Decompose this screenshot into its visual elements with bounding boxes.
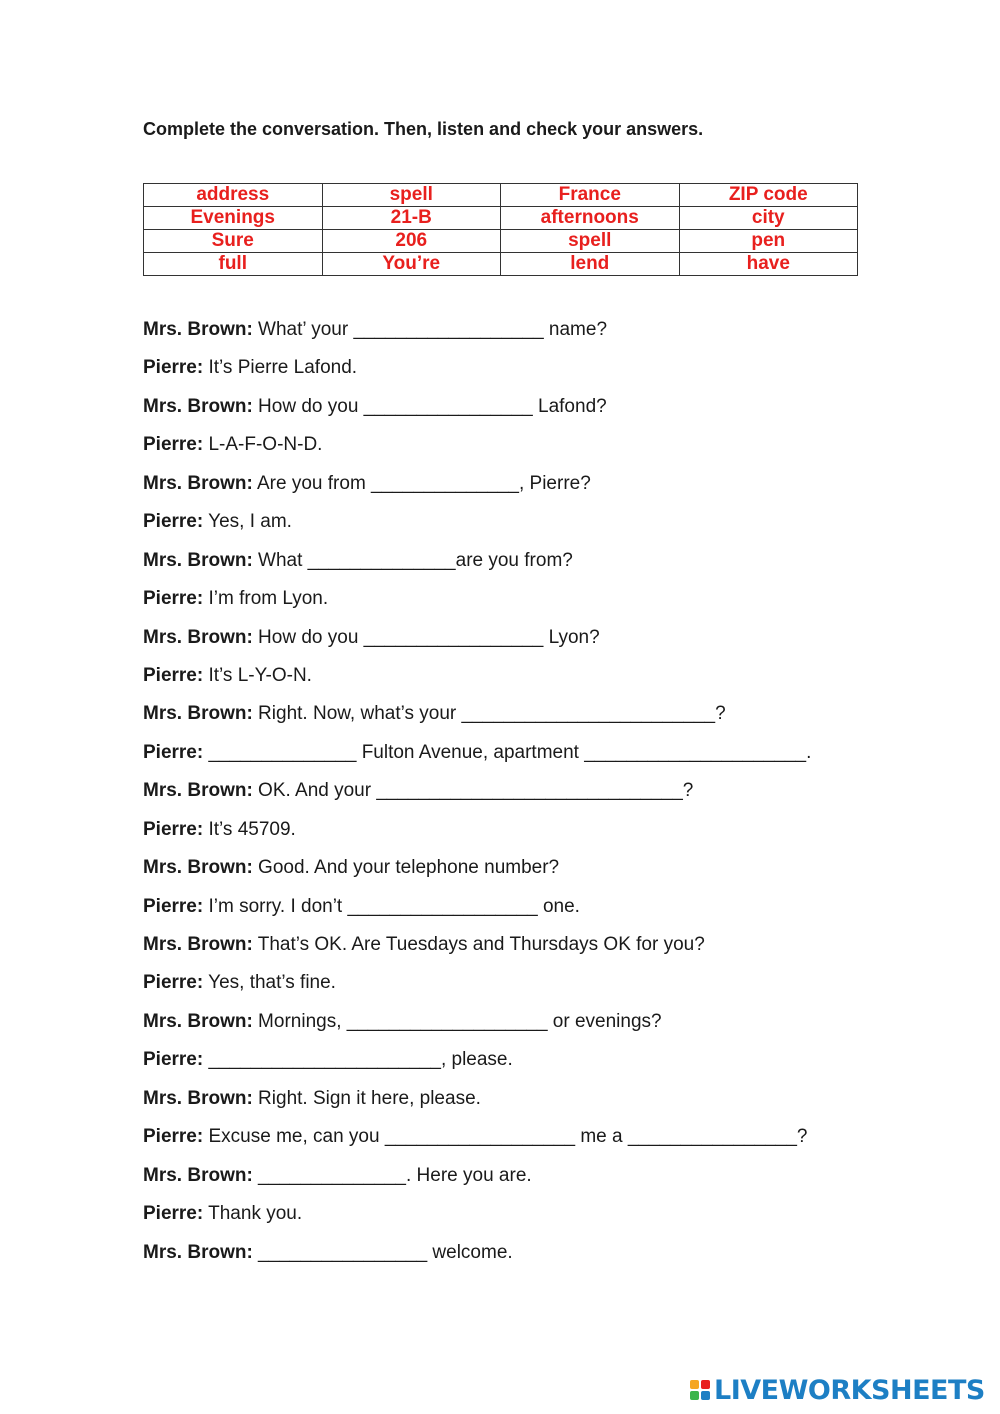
dialogue-text: What’ your __________________ name? bbox=[252, 319, 608, 340]
dialogue-line bbox=[143, 1201, 883, 1239]
dialogue-line bbox=[143, 663, 883, 701]
word-bank-cell: pen bbox=[679, 230, 858, 253]
speaker-label: Pierre: bbox=[143, 1203, 204, 1225]
dialogue-line bbox=[143, 701, 883, 739]
dialogue-text: That’s OK. Are Tuesdays and Thursdays OK for you? bbox=[252, 934, 705, 955]
speaker-label: Mrs. Brown: bbox=[143, 857, 253, 879]
speaker-label: Pierre: bbox=[143, 434, 204, 456]
dialogue-line bbox=[143, 1124, 883, 1162]
dialogue-line bbox=[143, 432, 883, 470]
speaker-label: Mrs. Brown: bbox=[143, 319, 253, 340]
speaker-label: Mrs. Brown: bbox=[143, 395, 253, 417]
dialogue-line bbox=[143, 394, 883, 432]
dialogue-line bbox=[143, 778, 883, 816]
liveworksheets-logo bbox=[690, 1372, 985, 1408]
dialogue-line bbox=[143, 586, 883, 624]
dialogue-line bbox=[143, 355, 883, 393]
dialogue-text: Thank you. bbox=[203, 1203, 303, 1225]
logo-tile bbox=[690, 1380, 699, 1389]
dialogue-text: It’s 45709. bbox=[203, 818, 296, 840]
dialogue-text: Excuse me, can you __________________ me a ________________? bbox=[203, 1126, 808, 1148]
dialogue-line bbox=[143, 1009, 883, 1047]
word-bank-cell: Sure bbox=[144, 230, 323, 253]
word-bank-cell: spell bbox=[322, 184, 501, 207]
speaker-label: Mrs. Brown: bbox=[143, 703, 253, 725]
word-bank-row bbox=[144, 184, 858, 207]
dialogue-text: It’s Pierre Lafond. bbox=[203, 357, 358, 379]
logo-tile bbox=[690, 1391, 699, 1400]
dialogue-text: Yes, that’s fine. bbox=[203, 972, 336, 994]
dialogue-text: Good. And your telephone number? bbox=[252, 857, 560, 879]
speaker-label: Mrs. Brown: bbox=[143, 1164, 253, 1186]
dialogue-text: Yes, I am. bbox=[203, 511, 292, 533]
dialogue-text: ______________________, please. bbox=[203, 1049, 513, 1071]
dialogue-text: I’m sorry. I don’t __________________ one. bbox=[203, 895, 580, 917]
speaker-label: Pierre: bbox=[143, 972, 204, 994]
speaker-label: Mrs. Brown: bbox=[143, 472, 253, 494]
speaker-label: Mrs. Brown: bbox=[143, 1241, 253, 1263]
speaker-label: Mrs. Brown: bbox=[143, 780, 253, 802]
dialogue-line bbox=[143, 1047, 883, 1085]
word-bank-row bbox=[144, 230, 858, 253]
speaker-label: Pierre: bbox=[143, 1126, 204, 1148]
liveworksheets-logo-icon bbox=[690, 1380, 710, 1400]
dialogue-text: It’s L-Y-O-N. bbox=[203, 664, 312, 686]
dialogue-line bbox=[143, 932, 883, 970]
conversation bbox=[143, 317, 883, 1278]
word-bank-cell: city bbox=[679, 207, 858, 230]
dialogue-line bbox=[143, 855, 883, 893]
word-bank-cell: ZIP code bbox=[679, 184, 858, 207]
dialogue-line bbox=[143, 740, 883, 778]
word-bank-cell: spell bbox=[501, 230, 680, 253]
dialogue-line bbox=[143, 817, 883, 855]
speaker-label: Pierre: bbox=[143, 818, 204, 840]
speaker-label: Pierre: bbox=[143, 895, 204, 917]
word-bank-row bbox=[144, 207, 858, 230]
word-bank-cell: have bbox=[679, 253, 858, 276]
speaker-label: Mrs. Brown: bbox=[143, 1087, 253, 1109]
speaker-label: Pierre: bbox=[143, 741, 204, 763]
speaker-label: Pierre: bbox=[143, 588, 204, 610]
speaker-label: Mrs. Brown: bbox=[143, 626, 253, 648]
speaker-label: Mrs. Brown: bbox=[143, 549, 253, 571]
logo-text: LIVEWORKSHEETS bbox=[714, 1374, 985, 1406]
instruction-heading: Complete the conversation. Then, listen and check your answers. bbox=[143, 119, 704, 139]
word-bank-cell: You’re bbox=[322, 253, 501, 276]
word-bank-table bbox=[143, 183, 858, 276]
dialogue-text: L-A-F-O-N-D. bbox=[203, 434, 323, 456]
dialogue-line bbox=[143, 548, 883, 586]
speaker-label: Pierre: bbox=[143, 1049, 204, 1071]
dialogue-line bbox=[143, 1163, 883, 1201]
dialogue-line bbox=[143, 1240, 883, 1278]
dialogue-text: ______________. Here you are. bbox=[252, 1164, 532, 1186]
dialogue-line bbox=[143, 970, 883, 1008]
dialogue-text: Are you from ______________, Pierre? bbox=[252, 472, 591, 494]
word-bank-cell: address bbox=[144, 184, 323, 207]
dialogue-line bbox=[143, 317, 883, 355]
dialogue-text: OK. And your _____________________________? bbox=[252, 780, 694, 802]
word-bank-cell: 21-B bbox=[322, 207, 501, 230]
dialogue-text: How do you _________________ Lyon? bbox=[252, 626, 600, 648]
dialogue-text: Right. Now, what’s your ________________________? bbox=[252, 703, 726, 725]
speaker-label: Mrs. Brown: bbox=[143, 1010, 253, 1032]
word-bank-row bbox=[144, 253, 858, 276]
dialogue-text: ________________ welcome. bbox=[252, 1241, 513, 1263]
dialogue-text: ______________ Fulton Avenue, apartment _____________________. bbox=[203, 741, 812, 763]
dialogue-line bbox=[143, 471, 883, 509]
logo-tile bbox=[701, 1391, 710, 1400]
word-bank-cell: 206 bbox=[322, 230, 501, 253]
word-bank-cell: lend bbox=[501, 253, 680, 276]
word-bank-cell: Evenings bbox=[144, 207, 323, 230]
logo-tile bbox=[701, 1380, 710, 1389]
word-bank-cell: afternoons bbox=[501, 207, 680, 230]
dialogue-text: Right. Sign it here, please. bbox=[252, 1087, 481, 1109]
word-bank-cell: full bbox=[144, 253, 323, 276]
dialogue-text: What ______________are you from? bbox=[252, 549, 573, 571]
dialogue-line bbox=[143, 625, 883, 663]
word-bank-cell: France bbox=[501, 184, 680, 207]
speaker-label: Mrs. Brown: bbox=[143, 934, 253, 955]
dialogue-text: I’m from Lyon. bbox=[203, 588, 329, 610]
speaker-label: Pierre: bbox=[143, 664, 204, 686]
speaker-label: Pierre: bbox=[143, 511, 204, 533]
speaker-label: Pierre: bbox=[143, 357, 204, 379]
dialogue-line bbox=[143, 509, 883, 547]
dialogue-line bbox=[143, 1086, 883, 1124]
dialogue-text: How do you ________________ Lafond? bbox=[252, 395, 607, 417]
dialogue-line bbox=[143, 894, 883, 932]
dialogue-text: Mornings, ___________________ or evenings? bbox=[252, 1010, 662, 1032]
